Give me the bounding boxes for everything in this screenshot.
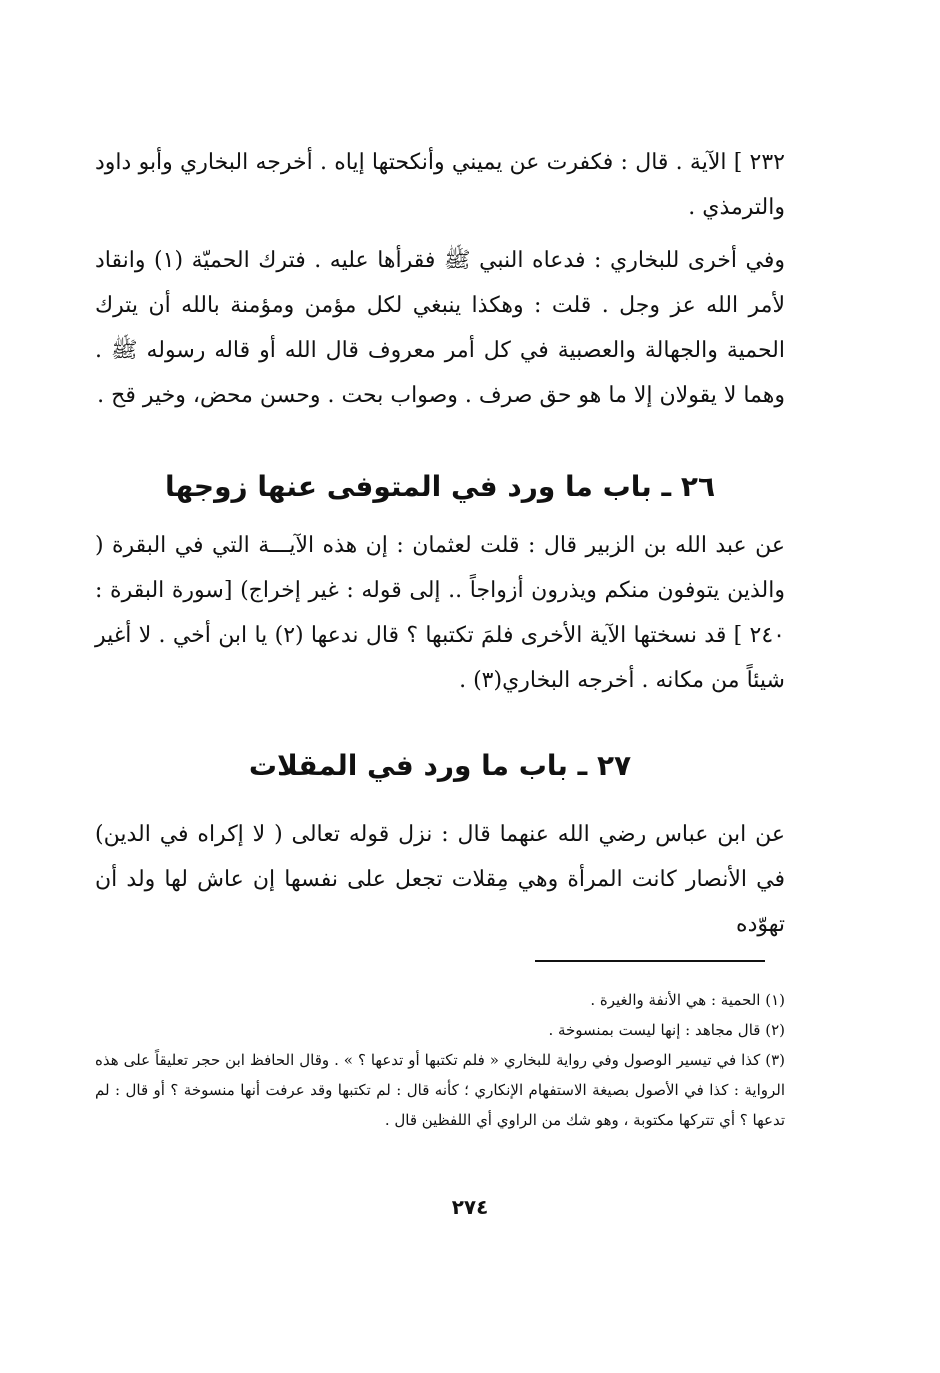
footnote-3: (٣) كذا في تيسير الوصول وفي رواية للبخاري « فلم تكتبها أو تدعها ؟ » . وقال الحافظ ابن حجر تعليقاً على هذه الرواية : كذا في الأصول بصيغة الاستفهام الإنكاري ؛ كأنه قال : لم تكتبها وقد عرفت أنها منسوخة ؟ أو قال : لم تدعها ؟ أي تتركها مكتوبة ، وهو شك من الراوي أي اللفظين قال . (95, 1051, 785, 1129)
page-number: ٢٧٤ (451, 1195, 489, 1219)
chapter-heading-26: ٢٦ ـ باب ما ورد في المتوفى عنها زوجها (164, 470, 716, 503)
paragraph-bukhari-variant: وفي أخرى للبخاري : فدعاه النبي ﷺ فقرأها عليه . فترك الحميّة (١) وانقاد لأمر الله عز وجل . قلت : وهكذا ينبغي لكل مؤمن ومؤمنة بالله أن يترك الحمية والجهالة والعصبية في كل أمر معروف قال الله أو قاله رسوله ﷺ . وهما لا يقولان إلا ما هو حق صرف . وصواب بحت . وحسن محض، وخير قح . (95, 248, 786, 408)
paragraph-ibn-zubayr: عن عبد الله بن الزبير قال : قلت لعثمان : إن هذه الآيـــة التي في البقرة ( والذين يتوفون منكم ويذرون أزواجاً .. إلى قوله : غير إخراج) [سورة البقرة : ٢٤٠ ] قد نسختها الآية الأخرى فلمَ تكتبها ؟ قال ندعها (٢) يا ابن أخي . لا أغير شيئاً من مكانه . أخرجه البخاري(٣) . (95, 533, 785, 693)
paragraph-ibn-abbas: عن ابن عباس رضي الله عنهما قال : نزل قوله تعالى ( لا إكراه في الدين) في الأنصار كانت المرأة وهي مِقلات تجعل على نفسها إن عاش لها ولد أن تهوّده (95, 822, 785, 937)
main-text (95, 140, 785, 947)
chapter-heading-27: ٢٧ ـ باب ما ورد في المقلات (248, 749, 632, 782)
footnote-2: (٢) قال مجاهد : إنها ليست بمنسوخة . (548, 1021, 785, 1039)
footnotes (95, 985, 785, 1135)
paragraph-hadith-continuation: ٢٣٢ ] الآية . قال : فكفرت عن يميني وأنكحتها إياه . أخرجه البخاري وأبو داود والترمذي . (95, 150, 785, 220)
footnote-1: (١) الحمية : هي الأنفة والغيرة . (590, 991, 785, 1009)
footnote-separator (535, 960, 765, 962)
